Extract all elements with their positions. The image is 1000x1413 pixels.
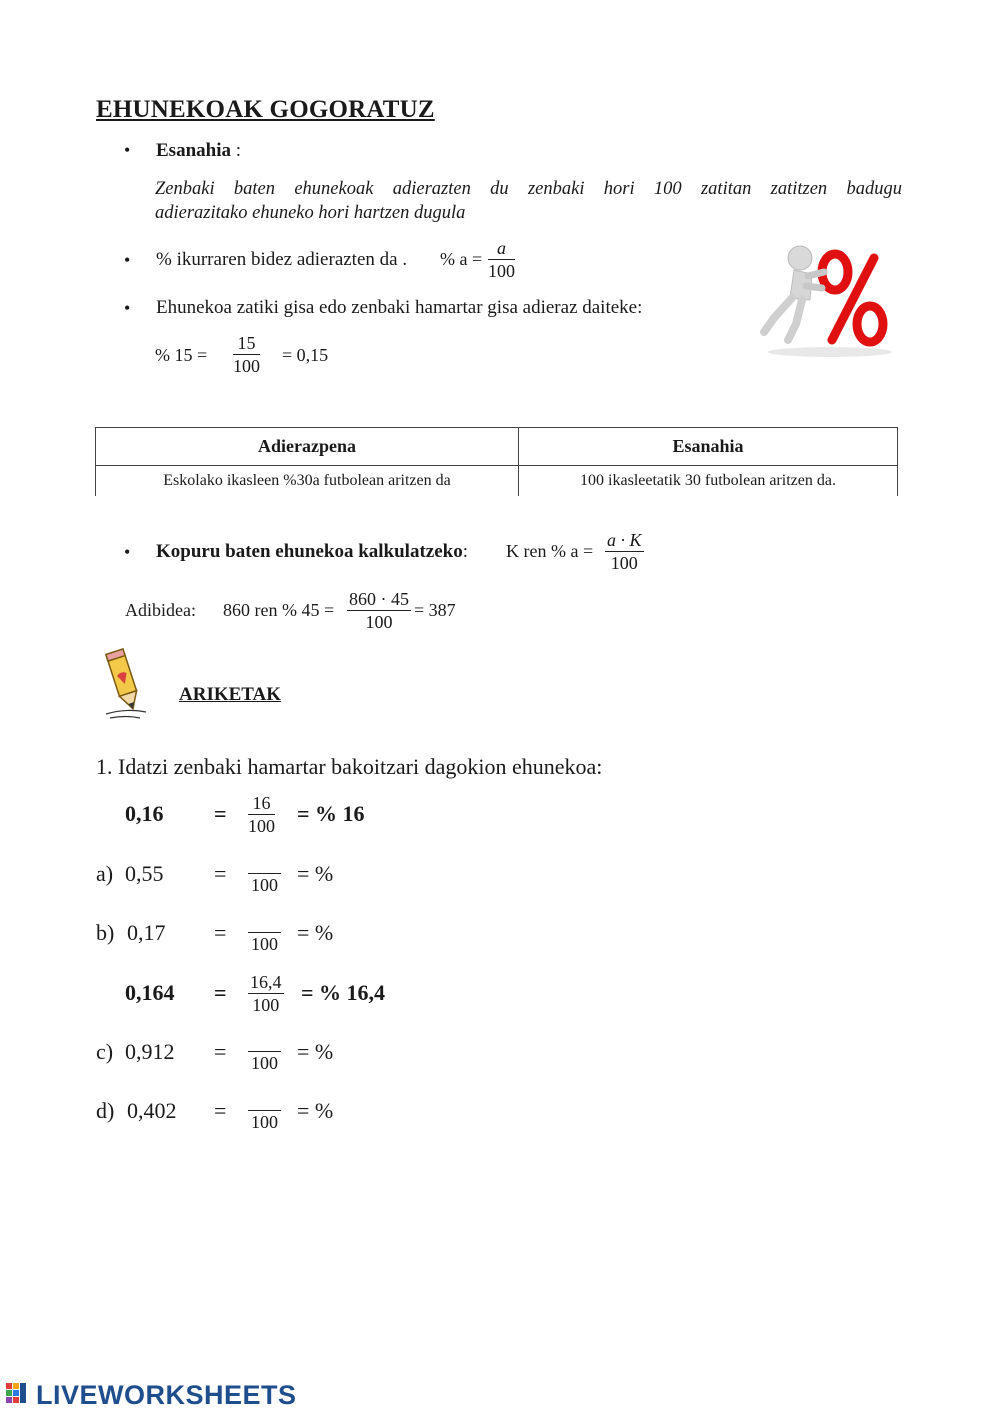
fraction-numerator: 860 · 45 [349, 589, 409, 609]
exercise-fraction [248, 910, 281, 955]
exercise-fraction [248, 1088, 281, 1133]
percent-answer-input[interactable]: = % [297, 1039, 334, 1064]
exercise-equals: = [214, 861, 227, 886]
bullet-dot: • [124, 298, 131, 318]
numerator-answer-input[interactable] [263, 1088, 267, 1110]
exercise-equals: = [214, 801, 227, 826]
exercise-value: 0,164 [125, 980, 175, 1005]
bullet-dot: • [124, 250, 131, 270]
ariketak-heading: ARIKETAK [179, 684, 282, 705]
liveworksheets-badge-icon [6, 1383, 36, 1409]
exercise-value: 0,912 [125, 1039, 175, 1064]
fraction-text: Ehunekoa zatiki gisa edo zenbaki hamartar gisa adieraz daiteke: [156, 297, 643, 318]
fraction-denominator: 100 [610, 553, 638, 573]
kopuru-formula-lhs: K ren % a = [506, 541, 594, 561]
exercise-value: 0,55 [125, 861, 164, 886]
table-row [96, 466, 898, 497]
esanahia-heading [156, 140, 241, 162]
numerator-answer-input[interactable] [263, 1029, 267, 1051]
exercise-fraction [248, 851, 281, 896]
symbol-fraction [488, 237, 515, 282]
exercise-equals: = [214, 1039, 227, 1064]
fraction-denominator: 100 [252, 995, 280, 1015]
numerator-answer-input[interactable] [263, 851, 267, 873]
fraction-numerator: 16,4 [250, 972, 282, 992]
bullet-dot: • [124, 542, 131, 562]
exercise-value: 0,402 [127, 1098, 177, 1123]
fraction-numerator: a [497, 238, 506, 258]
table-header-row [96, 428, 898, 466]
exercise-label: d) [96, 1098, 115, 1123]
table-header-adierazpena: Adierazpena [96, 428, 519, 466]
kopuru-label: Kopuru baten ehunekoa kalkulatzeko [156, 541, 463, 562]
fraction-denominator: 100 [251, 1112, 278, 1132]
fraction-lhs: % 15 = [155, 345, 208, 365]
exercise-equals: = [214, 980, 227, 1005]
exercise-equals: = [214, 920, 227, 945]
fraction-denominator: 100 [488, 261, 515, 281]
fraction-numerator: 15 [237, 333, 256, 353]
percent-answer-input[interactable]: = % [297, 861, 334, 886]
logo-text: LIVEWORKSHEETS [36, 1380, 297, 1410]
exercise-fraction [248, 1029, 281, 1074]
numerator-answer-input[interactable] [263, 910, 267, 932]
esanahia-label: Esanahia [156, 140, 231, 161]
exercise-value: 0,17 [127, 920, 166, 945]
exercise-label: b) [96, 920, 115, 945]
fraction-numerator: a · K [607, 530, 642, 550]
fraction-denominator: 100 [251, 875, 278, 895]
esanahia-line2: adierazitako ehuneko hori hartzen dugula [155, 203, 466, 223]
exercise-fraction [248, 792, 275, 837]
adibidea-lhs: 860 ren % 45 = [223, 600, 335, 620]
fraction-denominator: 100 [365, 612, 393, 632]
exercise-label: c) [96, 1039, 114, 1064]
liveworksheets-logo[interactable] [6, 1380, 297, 1411]
fraction-denominator: 100 [251, 1053, 278, 1073]
bullet-dot: • [124, 140, 131, 160]
exercise-value: 0,16 [125, 801, 164, 826]
adibidea-rhs: = 387 [414, 600, 456, 620]
adibidea-label: Adibidea: [125, 600, 196, 620]
symbol-text: % ikurraren bidez adierazten da . [156, 249, 408, 270]
exercise-fraction [248, 971, 284, 1016]
kopuru-colon: : [462, 541, 468, 562]
percent-figure-image [750, 236, 900, 360]
esanahia-colon: : [235, 140, 242, 161]
fraction-denominator: 100 [251, 934, 278, 954]
kopuru-heading [156, 541, 468, 563]
fraction-15-100 [233, 332, 260, 377]
fraction-numerator: 16 [252, 793, 271, 813]
symbol-formula-lhs: % a = [440, 249, 483, 269]
exercise-result: = % 16 [297, 801, 365, 826]
fraction-denominator: 100 [248, 816, 275, 836]
table-cell: Eskolako ikasleen %30a futbolean aritzen da [96, 466, 519, 497]
fraction-denominator: 100 [233, 356, 260, 376]
exercise-label: a) [96, 861, 114, 886]
exercise1-prompt: 1. Idatzi zenbaki hamartar bakoitzari dagokion ehunekoa: [96, 754, 603, 779]
esanahia-line1: Zenbaki baten ehunekoak adierazten du zenbaki hori 100 zatitan zatitzen badugu [155, 179, 902, 199]
exercise-result: = % 16,4 [301, 980, 386, 1005]
table-header-esanahia: Esanahia [519, 428, 898, 466]
percent-answer-input[interactable]: = % [297, 1098, 334, 1123]
page-title: EHUNEKOAK GOGORATUZ [96, 96, 435, 123]
table-cell: 100 ikasleetatik 30 futbolean aritzen da. [519, 466, 898, 497]
adibidea-fraction [347, 588, 411, 633]
percent-answer-input[interactable]: = % [297, 920, 334, 945]
definition-table [95, 427, 898, 496]
fraction-rhs: = 0,15 [282, 345, 329, 365]
kopuru-fraction [605, 529, 644, 574]
exercise-equals: = [214, 1098, 227, 1123]
pencil-icon [100, 648, 152, 720]
